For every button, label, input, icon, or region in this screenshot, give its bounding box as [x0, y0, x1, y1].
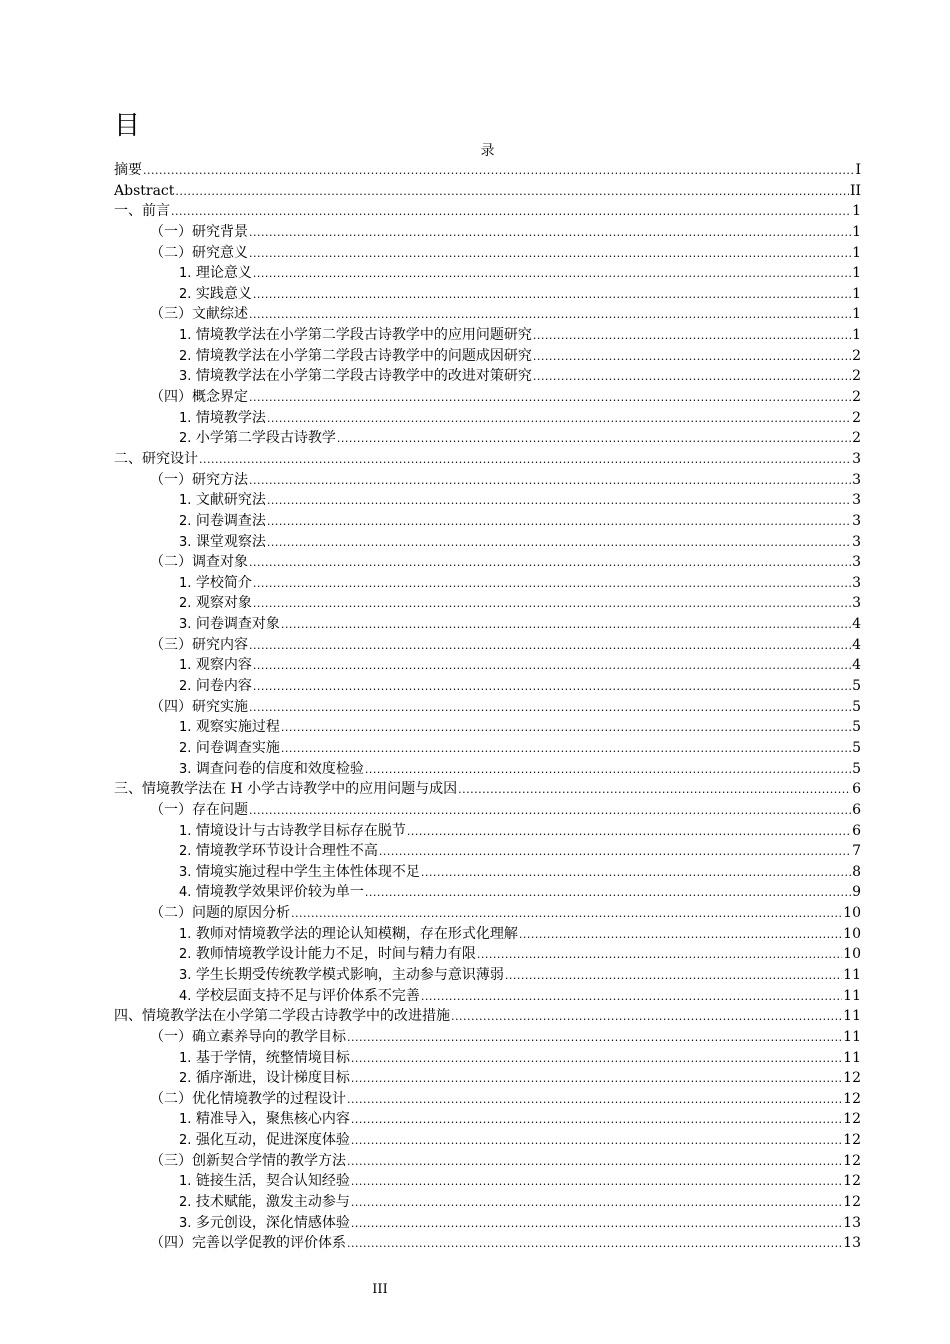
- toc-entry-page: 12: [843, 1090, 861, 1107]
- toc-entry-number: 1.: [179, 328, 192, 344]
- toc-entry-page: 1: [852, 244, 861, 261]
- toc-entry-page: 2: [852, 368, 861, 385]
- toc-entry-page: 5: [852, 698, 861, 715]
- toc-entry[interactable]: [114, 1192, 861, 1213]
- toc-leader-dots: [533, 367, 851, 388]
- toc-entry-number: 2.: [179, 1133, 192, 1149]
- toc-leader-dots: [351, 1069, 842, 1090]
- toc-entry-title: 问卷调查对象: [195, 616, 280, 633]
- toc-entry-page: 4: [852, 636, 861, 653]
- toc-entry-page: I: [855, 162, 861, 178]
- toc-entry[interactable]: [114, 862, 861, 883]
- toc-entry-title: （一）研究背景: [150, 223, 248, 240]
- toc-entry-page: 6: [852, 822, 861, 839]
- toc-entry[interactable]: [114, 1006, 861, 1027]
- toc-entry-title: 情境教学法在小学第二学段古诗教学中的应用问题研究: [195, 327, 532, 344]
- toc-entry-number: 1.: [179, 410, 192, 426]
- toc-entry-number: 3.: [179, 967, 192, 983]
- toc-entry-title: 情境教学环节设计合理性不高: [195, 843, 378, 860]
- toc-entry-page: 1: [852, 306, 861, 323]
- toc-entry-page: 12: [843, 1070, 861, 1087]
- toc-entry-page: 13: [843, 1214, 861, 1231]
- toc-leader-dots: [365, 760, 851, 781]
- toc-leader-dots: [267, 533, 851, 554]
- toc-entry[interactable]: [114, 759, 861, 780]
- toc-entry-page: 4: [852, 616, 861, 633]
- toc-entry-number: 3.: [179, 617, 192, 633]
- toc-entry[interactable]: [114, 821, 861, 842]
- toc-entry-title: 情境设计与古诗教学目标存在脱节: [195, 822, 406, 839]
- toc-entry-title: 情境教学法: [195, 409, 266, 426]
- table-of-contents: [114, 160, 861, 1254]
- toc-entry-title: 调查问卷的信度和效度检验: [195, 760, 364, 777]
- toc-entry-title: 学校层面支持不足与评价体系不完善: [195, 987, 420, 1004]
- toc-entry-page: 13: [843, 1235, 861, 1252]
- toc-entry-title: 实践意义: [195, 285, 252, 302]
- toc-leader-dots: [249, 388, 851, 409]
- toc-entry-page: 11: [843, 987, 861, 1004]
- toc-entry-title: 观察实施过程: [195, 719, 280, 736]
- toc-entry[interactable]: [114, 490, 861, 511]
- toc-entry-page: 10: [843, 946, 861, 963]
- toc-entry[interactable]: [114, 263, 861, 284]
- toc-entry-page: 10: [843, 905, 861, 922]
- toc-entry-title: 情境教学效果评价较为单一: [195, 884, 364, 901]
- toc-entry-page: 5: [852, 739, 861, 756]
- toc-entry[interactable]: [114, 181, 861, 202]
- toc-entry[interactable]: [114, 924, 861, 945]
- toc-entry[interactable]: [114, 738, 861, 759]
- toc-leader-dots: [253, 264, 851, 285]
- toc-entry-page: 8: [852, 863, 861, 880]
- toc-entry-page: 3: [852, 533, 861, 550]
- toc-entry-title: 问卷调查实施: [195, 739, 280, 756]
- toc-entry-number: 1.: [179, 493, 192, 509]
- toc-entry-title: 强化互动，促进深度体验: [195, 1132, 350, 1149]
- toc-entry[interactable]: [114, 1130, 861, 1151]
- toc-entry[interactable]: [114, 1068, 861, 1089]
- toc-leader-dots: [175, 182, 849, 203]
- toc-entry-title: （一）研究方法: [150, 471, 248, 488]
- toc-entry-title: （一）确立素养导向的教学目标: [150, 1028, 346, 1045]
- toc-entry[interactable]: [114, 284, 861, 305]
- toc-entry-title: 基于学情，统整情境目标: [195, 1049, 350, 1066]
- toc-entry-page: 1: [852, 327, 861, 344]
- toc-entry-page: 12: [843, 1132, 861, 1149]
- toc-entry[interactable]: [114, 573, 861, 594]
- toc-entry-page: 12: [843, 1173, 861, 1190]
- toc-entry-page: 9: [852, 884, 861, 901]
- toc-entry[interactable]: [114, 903, 861, 924]
- toc-leader-dots: [281, 739, 851, 760]
- toc-entry[interactable]: [114, 779, 861, 800]
- toc-entry[interactable]: [114, 986, 861, 1007]
- toc-entry-title: （一）存在问题: [150, 801, 248, 818]
- toc-entry[interactable]: [114, 614, 861, 635]
- toc-entry-title: 循序渐进，设计梯度目标: [195, 1070, 350, 1087]
- toc-leader-dots: [253, 574, 851, 595]
- toc-leader-dots: [351, 1049, 842, 1070]
- toc-entry[interactable]: [114, 882, 861, 903]
- toc-leader-dots: [253, 594, 851, 615]
- toc-entry-number: 1.: [179, 575, 192, 591]
- toc-entry[interactable]: [114, 387, 861, 408]
- toc-entry-number: 2.: [179, 348, 192, 364]
- toc-entry-number: 2.: [179, 679, 192, 695]
- toc-entry-title: 一、前言: [114, 203, 170, 220]
- toc-entry[interactable]: [114, 201, 861, 222]
- toc-entry-title: （三）文献综述: [150, 306, 248, 323]
- toc-title-lu: 录: [480, 143, 495, 159]
- toc-entry[interactable]: [114, 841, 861, 862]
- toc-leader-dots: [407, 822, 851, 843]
- toc-leader-dots: [421, 863, 851, 884]
- toc-entry[interactable]: [114, 635, 861, 656]
- toc-entry-title: 问卷调查法: [195, 512, 266, 529]
- toc-entry-page: 2: [852, 347, 861, 364]
- toc-entry-page: 6: [852, 801, 861, 818]
- toc-entry[interactable]: [114, 800, 861, 821]
- toc-entry-title: （三）创新契合学情的教学方法: [150, 1152, 346, 1169]
- toc-leader-dots: [267, 512, 851, 533]
- toc-entry-number: 3.: [179, 864, 192, 880]
- toc-entry[interactable]: [114, 449, 861, 470]
- toc-entry-page: 3: [852, 595, 861, 612]
- toc-leader-dots: [347, 1028, 842, 1049]
- toc-entry[interactable]: [114, 304, 861, 325]
- toc-entry[interactable]: [114, 717, 861, 738]
- toc-entry-number: 2.: [179, 740, 192, 756]
- toc-entry[interactable]: [114, 1089, 861, 1110]
- toc-entry-page: 1: [852, 265, 861, 282]
- toc-entry-title: 文献研究法: [195, 492, 266, 509]
- toc-entry-title: 观察对象: [195, 595, 252, 612]
- toc-leader-dots: [249, 244, 851, 265]
- toc-entry-title: 课堂观察法: [195, 533, 266, 550]
- toc-leader-dots: [451, 1007, 842, 1028]
- toc-entry-title: 链接生活，契合认知经验: [195, 1173, 350, 1190]
- toc-entry[interactable]: [114, 222, 861, 243]
- toc-entry-number: 2.: [179, 947, 192, 963]
- toc-entry-number: 1.: [179, 823, 192, 839]
- toc-leader-dots: [533, 347, 851, 368]
- toc-entry[interactable]: [114, 160, 861, 181]
- toc-entry[interactable]: [114, 532, 861, 553]
- toc-entry-title: 四、情境教学法在小学第二学段古诗教学中的改进措施: [114, 1008, 450, 1025]
- toc-entry-title: （二）优化情境教学的过程设计: [150, 1090, 346, 1107]
- toc-entry[interactable]: [114, 965, 861, 986]
- toc-entry[interactable]: [114, 552, 861, 573]
- toc-entry-number: 1.: [179, 926, 192, 942]
- toc-leader-dots: [337, 429, 851, 450]
- toc-entry[interactable]: [114, 243, 861, 264]
- toc-entry-title: 多元创设，深化情感体验: [195, 1214, 350, 1231]
- toc-entry-page: 3: [852, 574, 861, 591]
- toc-entry-page: 1: [852, 203, 861, 220]
- toc-entry-title: （二）问题的原因分析: [150, 905, 290, 922]
- toc-entry-page: 11: [843, 966, 861, 983]
- toc-entry-page: 12: [843, 1111, 861, 1128]
- toc-entry-page: 1: [852, 285, 861, 302]
- toc-entry[interactable]: [114, 1171, 861, 1192]
- toc-entry-page: 5: [852, 760, 861, 777]
- toc-entry-title: 摘要: [114, 162, 142, 178]
- toc-entry-number: 3.: [179, 1215, 192, 1231]
- toc-entry-page: 10: [843, 925, 861, 942]
- toc-entry-title: （二）研究意义: [150, 244, 248, 261]
- toc-entry-title: （四）完善以学促教的评价体系: [150, 1235, 346, 1252]
- toc-entry-title: （四）研究实施: [150, 698, 248, 715]
- toc-entry-title: 情境教学法在小学第二学段古诗教学中的问题成因研究: [195, 347, 532, 364]
- toc-entry-title: 学校简介: [195, 574, 252, 591]
- toc-entry-title: 技术赋能，激发主动参与: [195, 1194, 350, 1211]
- page-number: III: [372, 1282, 388, 1297]
- toc-entry-title: 情境实施过程中学生主体性体现不足: [195, 863, 420, 880]
- toc-leader-dots: [267, 491, 851, 512]
- toc-entry-page: 7: [852, 843, 861, 860]
- toc-entry-title: （二）调查对象: [150, 554, 248, 571]
- toc-leader-dots: [249, 553, 851, 574]
- toc-leader-dots: [253, 656, 851, 677]
- toc-leader-dots: [253, 677, 851, 698]
- toc-leader-dots: [379, 842, 851, 863]
- toc-leader-dots: [351, 1131, 842, 1152]
- toc-leader-dots: [351, 1172, 842, 1193]
- toc-entry-number: 2.: [179, 286, 192, 302]
- toc-entry-number: 1.: [179, 1174, 192, 1190]
- toc-leader-dots: [249, 471, 851, 492]
- toc-entry-title: （三）研究内容: [150, 636, 248, 653]
- toc-leader-dots: [347, 1234, 842, 1255]
- toc-entry-page: 2: [852, 389, 861, 406]
- toc-entry-title: 小学第二学段古诗教学: [195, 430, 336, 447]
- toc-entry-title: 观察内容: [195, 657, 252, 674]
- toc-entry-page: 6: [852, 781, 861, 798]
- toc-leader-dots: [347, 1152, 842, 1173]
- toc-entry-title: 二、研究设计: [114, 450, 198, 467]
- toc-entry-title: 情境教学法在小学第二学段古诗教学中的改进对策研究: [195, 368, 532, 385]
- toc-entry-title: 理论意义: [195, 265, 252, 282]
- toc-entry[interactable]: [114, 408, 861, 429]
- toc-entry-number: 2.: [179, 513, 192, 529]
- toc-leader-dots: [519, 925, 842, 946]
- toc-entry-page: 3: [852, 471, 861, 488]
- toc-entry-number: 1.: [179, 720, 192, 736]
- toc-entry-number: 3.: [179, 369, 192, 385]
- toc-entry-number: 1.: [179, 1112, 192, 1128]
- toc-entry-page: 3: [852, 512, 861, 529]
- toc-entry-number: 3.: [179, 761, 192, 777]
- toc-leader-dots: [533, 326, 851, 347]
- toc-entry-page: 3: [852, 554, 861, 571]
- toc-entry-title: 教师情境教学设计能力不足，时间与精力有限: [195, 946, 476, 963]
- toc-entry[interactable]: [114, 1233, 861, 1254]
- toc-entry[interactable]: [114, 1109, 861, 1130]
- toc-leader-dots: [351, 1110, 842, 1131]
- toc-entry[interactable]: [114, 1151, 861, 1172]
- toc-entry-number: 2.: [179, 844, 192, 860]
- toc-entry[interactable]: [114, 593, 861, 614]
- toc-leader-dots: [281, 615, 851, 636]
- toc-entry-page: 12: [843, 1194, 861, 1211]
- toc-entry-title: 问卷内容: [195, 678, 252, 695]
- toc-leader-dots: [347, 1090, 842, 1111]
- toc-entry[interactable]: [114, 428, 861, 449]
- toc-leader-dots: [267, 409, 851, 430]
- toc-leader-dots: [351, 1193, 842, 1214]
- toc-entry[interactable]: [114, 1213, 861, 1234]
- toc-entry-number: 3.: [179, 534, 192, 550]
- toc-entry[interactable]: [114, 325, 861, 346]
- toc-leader-dots: [253, 285, 851, 306]
- toc-entry-number: 1.: [179, 266, 192, 282]
- toc-entry-page: 2: [852, 430, 861, 447]
- toc-leader-dots: [249, 636, 851, 657]
- toc-leader-dots: [365, 883, 851, 904]
- toc-entry-number: 2.: [179, 1071, 192, 1087]
- toc-entry-title: 教师对情境教学法的理论认知模糊，存在形式化理解: [195, 925, 518, 942]
- toc-entry[interactable]: [114, 346, 861, 367]
- toc-leader-dots: [249, 801, 851, 822]
- toc-entry-page: 11: [843, 1028, 861, 1045]
- toc-entry-number: 2.: [179, 1195, 192, 1211]
- toc-entry-title: 学生长期受传统教学模式影响，主动参与意识薄弱: [195, 966, 504, 983]
- toc-entry-number: 1.: [179, 658, 192, 674]
- toc-entry-page: 4: [852, 657, 861, 674]
- toc-entry[interactable]: [114, 511, 861, 532]
- toc-entry-page: 3: [852, 492, 861, 509]
- toc-leader-dots: [458, 780, 851, 801]
- toc-entry-number: 2.: [179, 596, 192, 612]
- toc-entry-page: 1: [852, 223, 861, 240]
- toc-entry-page: 11: [843, 1008, 861, 1025]
- toc-entry-number: 1.: [179, 1050, 192, 1066]
- toc-entry-page: 5: [852, 678, 861, 695]
- toc-entry-title: 三、情境教学法在 H 小学古诗教学中的应用问题与成因: [114, 781, 458, 798]
- toc-entry[interactable]: [114, 366, 861, 387]
- toc-title-mu: 目: [114, 111, 141, 141]
- toc-entry[interactable]: [114, 1027, 861, 1048]
- toc-entry-page: 12: [843, 1152, 861, 1169]
- toc-entry[interactable]: [114, 470, 861, 491]
- toc-entry-title: 精准导入，聚焦核心内容: [195, 1111, 350, 1128]
- toc-entry[interactable]: [114, 655, 861, 676]
- toc-entry-title: Abstract: [114, 182, 175, 199]
- toc-leader-dots: [249, 698, 851, 719]
- toc-entry-number: 4.: [179, 988, 192, 1004]
- toc-leader-dots: [249, 223, 851, 244]
- toc-entry-page: 5: [852, 719, 861, 736]
- toc-leader-dots: [249, 305, 851, 326]
- toc-entry-page: 11: [843, 1049, 861, 1066]
- toc-leader-dots: [421, 987, 842, 1008]
- toc-entry-number: 4.: [179, 885, 192, 901]
- toc-leader-dots: [281, 718, 851, 739]
- toc-entry-number: 2.: [179, 431, 192, 447]
- toc-entry[interactable]: [114, 944, 861, 965]
- toc-entry[interactable]: [114, 697, 861, 718]
- toc-entry[interactable]: [114, 676, 861, 697]
- toc-leader-dots: [477, 945, 842, 966]
- toc-leader-dots: [291, 904, 842, 925]
- toc-entry-title: （四）概念界定: [150, 389, 248, 406]
- toc-leader-dots: [143, 161, 854, 182]
- toc-entry-page: 2: [852, 409, 861, 426]
- toc-leader-dots: [505, 966, 842, 987]
- toc-leader-dots: [199, 450, 851, 471]
- toc-leader-dots: [351, 1214, 842, 1235]
- toc-entry-page: 3: [852, 450, 861, 467]
- toc-entry[interactable]: [114, 1048, 861, 1069]
- toc-leader-dots: [171, 202, 851, 223]
- toc-entry-page: II: [849, 182, 861, 199]
